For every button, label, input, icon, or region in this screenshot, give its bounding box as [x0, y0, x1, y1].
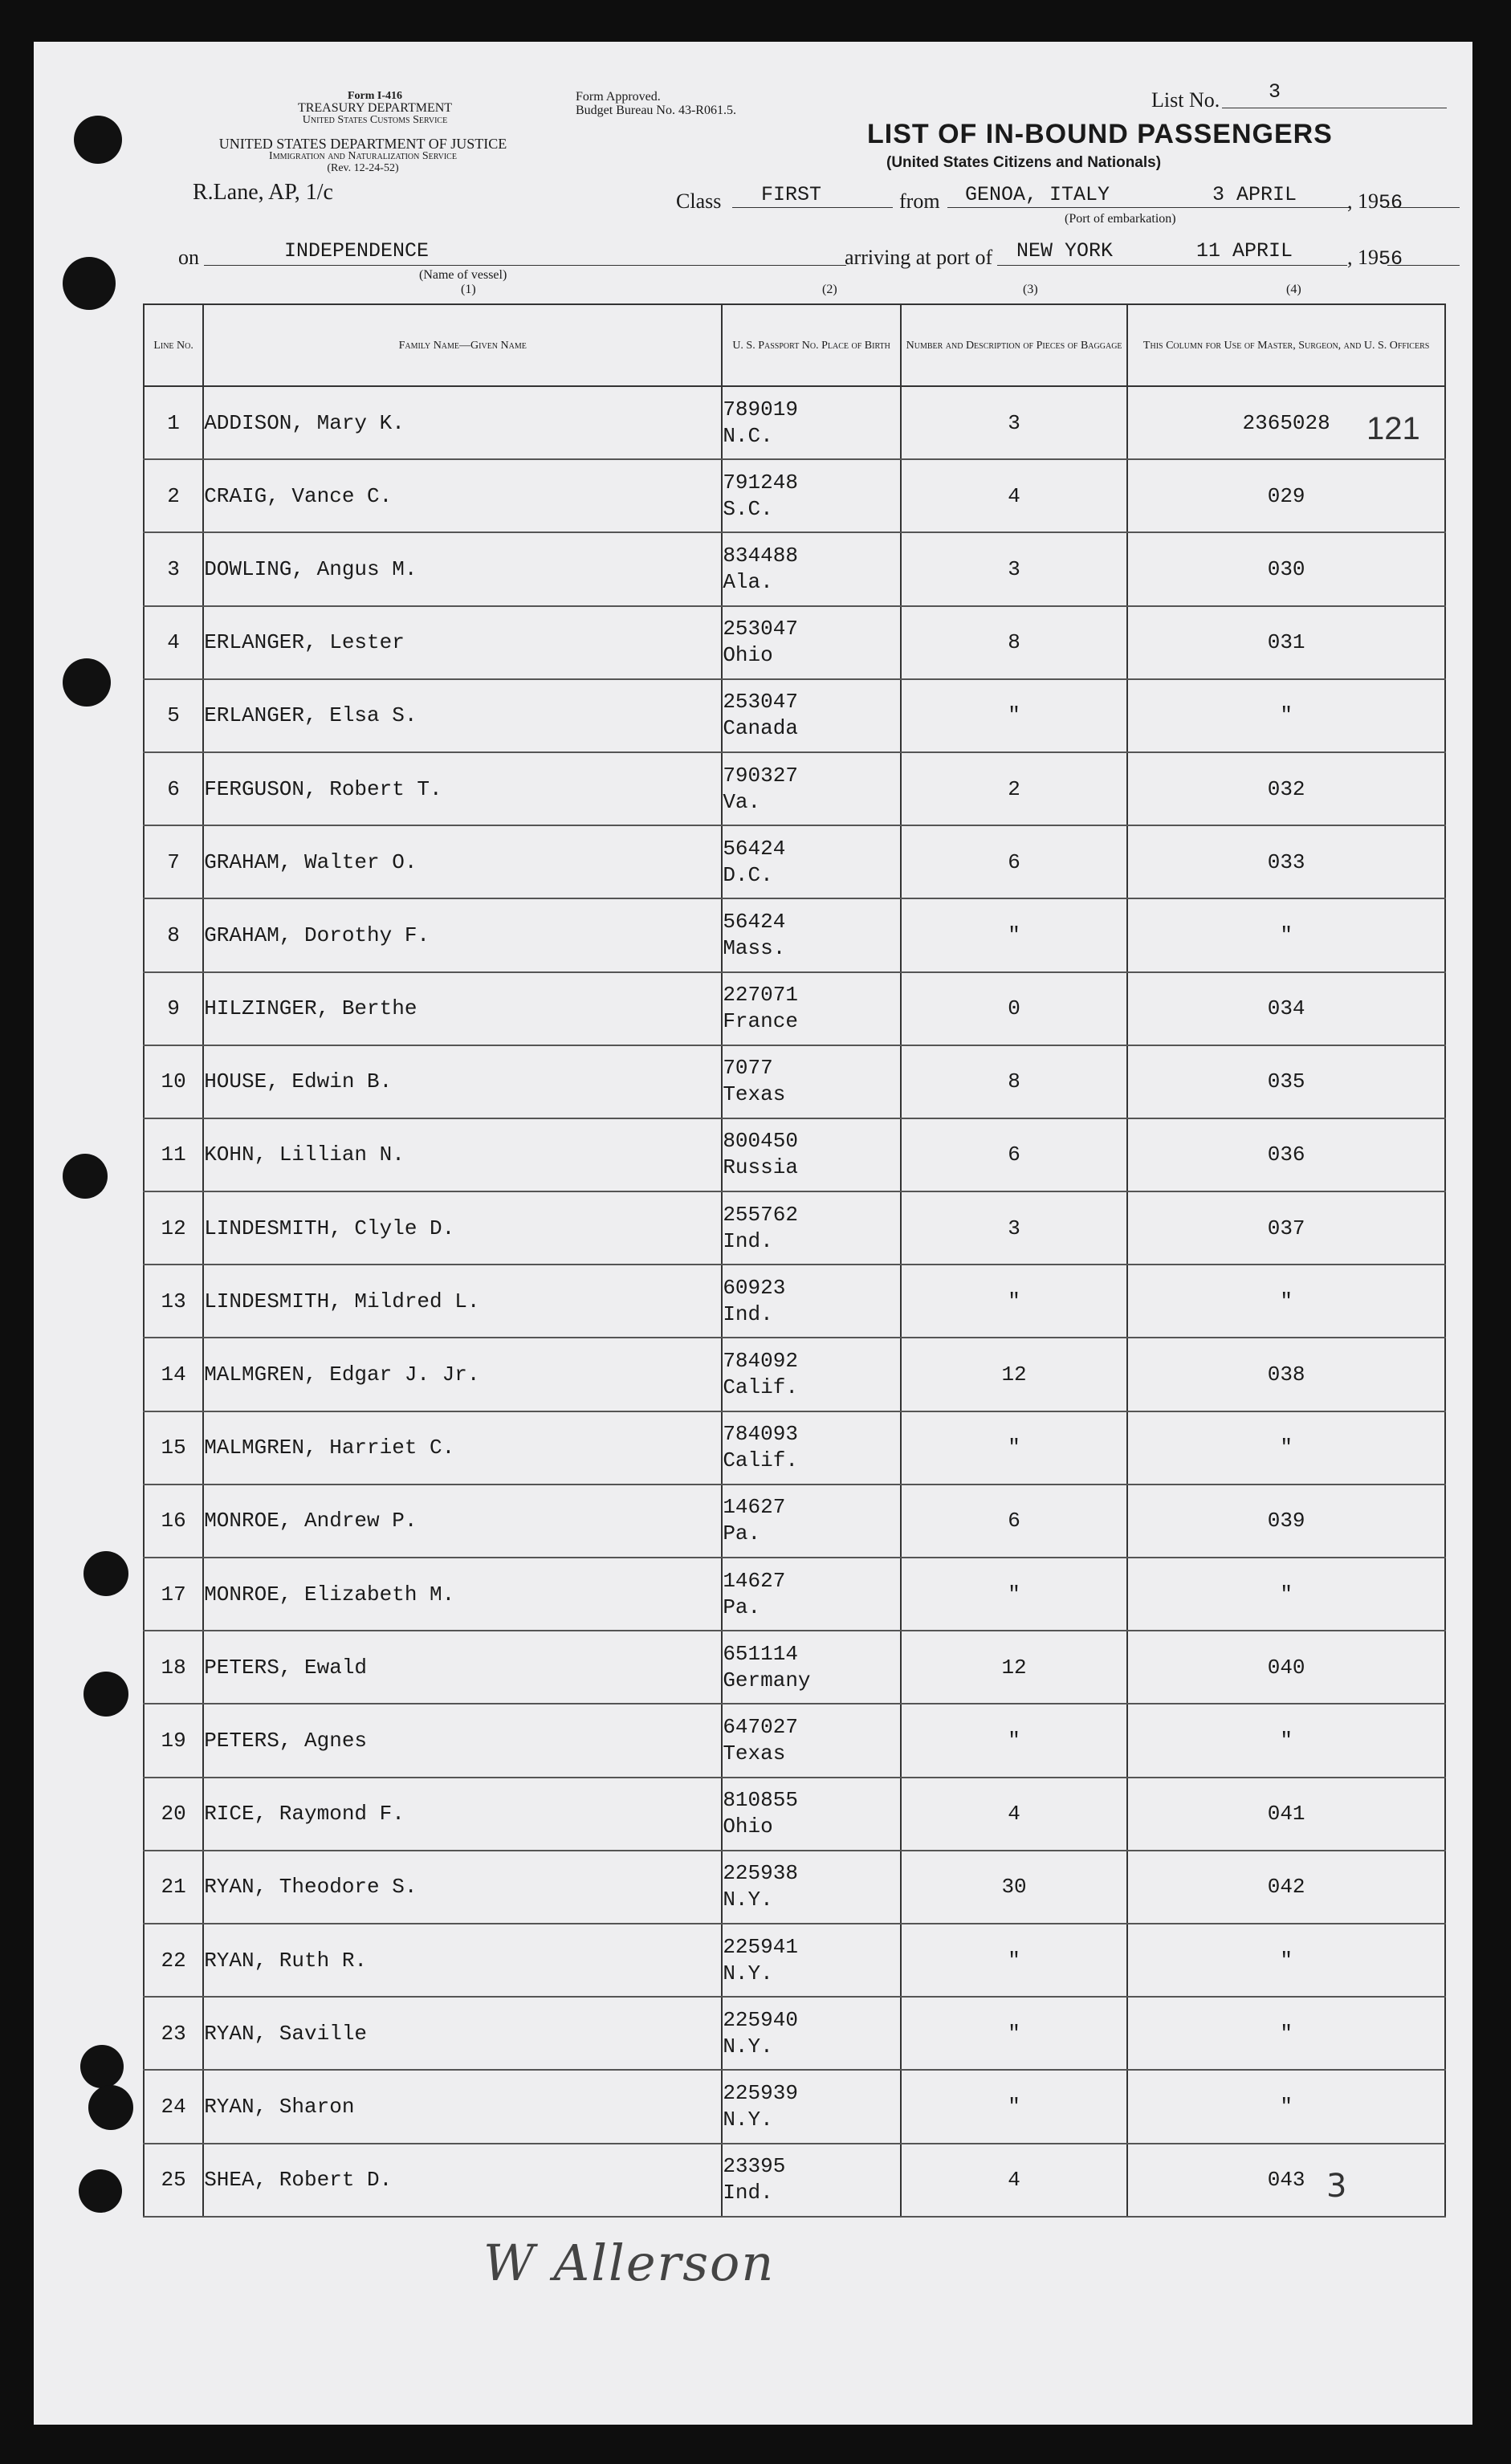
- baggage-cell: 6: [901, 1118, 1127, 1191]
- officer-use-cell: 035: [1127, 1045, 1445, 1118]
- from-label: from: [899, 189, 940, 213]
- vessel-name: INDEPENDENCE: [284, 239, 430, 263]
- place-of-birth: N.Y.: [723, 2107, 773, 2132]
- line-number-cell: 18: [144, 1631, 203, 1704]
- binder-hole: [83, 1551, 128, 1596]
- header-passport: U. S. Passport No. Place of Birth: [722, 304, 901, 386]
- baggage-cell: ": [901, 2070, 1127, 2143]
- class-value: FIRST: [761, 183, 822, 206]
- passport-number: 14627: [723, 1495, 786, 1520]
- officer-use-cell: 043: [1127, 2144, 1445, 2217]
- passenger-name-cell: SHEA, Robert D.: [203, 2144, 722, 2217]
- baggage-cell: 6: [901, 1485, 1127, 1558]
- passport-number: 255762: [723, 1202, 798, 1227]
- baggage-cell: 2: [901, 752, 1127, 825]
- table-row: [144, 1851, 1445, 1924]
- embark-date: 3 APRIL: [1212, 183, 1297, 206]
- officer-use-cell: 037: [1127, 1191, 1445, 1265]
- passport-number: 14627: [723, 1568, 786, 1593]
- page-title: LIST OF IN-BOUND PASSENGERS: [867, 119, 1333, 149]
- class-label: Class: [676, 189, 722, 213]
- baggage-cell: ": [901, 1265, 1127, 1338]
- margin-note: 3: [1326, 2168, 1347, 2205]
- passport-number: 225939: [723, 2080, 798, 2105]
- passport-number: 23395: [723, 2154, 786, 2179]
- table-row: [144, 1631, 1445, 1704]
- table-row: [144, 898, 1445, 971]
- binder-hole: [80, 2045, 124, 2088]
- line-number-cell: 8: [144, 898, 203, 971]
- passport-cell: [722, 1924, 901, 1997]
- officer-name: R.Lane, AP, 1/c: [193, 180, 333, 205]
- officer-use-cell: 030: [1127, 532, 1445, 605]
- passport-cell: [722, 898, 901, 971]
- officer-use-cell: 039: [1127, 1485, 1445, 1558]
- officer-use-cell: ": [1127, 1265, 1445, 1338]
- place-of-birth: Va.: [723, 789, 761, 814]
- line-number-cell: 4: [144, 606, 203, 679]
- place-of-birth: N.C.: [723, 423, 773, 448]
- binder-hole: [88, 2085, 133, 2130]
- binder-hole: [74, 116, 122, 164]
- passport-cell: [722, 606, 901, 679]
- place-of-birth: Germany: [723, 1668, 811, 1692]
- passport-number: 253047: [723, 617, 798, 641]
- place-of-birth: Pa.: [723, 1521, 761, 1546]
- place-of-birth: Mass.: [723, 935, 786, 960]
- passport-cell: [722, 1265, 901, 1338]
- passenger-name-cell: ERLANGER, Lester: [203, 606, 722, 679]
- baggage-cell: 3: [901, 386, 1127, 459]
- passport-number: 7077: [723, 1056, 773, 1081]
- officer-use-cell: ": [1127, 1558, 1445, 1631]
- passenger-name-cell: LINDESMITH, Mildred L.: [203, 1265, 722, 1338]
- passenger-name-cell: RICE, Raymond F.: [203, 1778, 722, 1851]
- passport-cell: [722, 1631, 901, 1704]
- embark-year-suffix: 56: [1379, 191, 1403, 214]
- baggage-cell: 12: [901, 1338, 1127, 1411]
- passenger-name-cell: ERLANGER, Elsa S.: [203, 679, 722, 752]
- line-number-cell: 25: [144, 2144, 203, 2217]
- place-of-birth: Calif.: [723, 1448, 798, 1473]
- port-of-embarkation: GENOA, ITALY: [965, 183, 1110, 206]
- passport-number: 647027: [723, 1714, 798, 1739]
- passenger-name-cell: CRAIG, Vance C.: [203, 459, 722, 532]
- passenger-name-cell: RYAN, Saville: [203, 1997, 722, 2070]
- place-of-birth: Ohio: [723, 643, 773, 668]
- officer-use-cell: 034: [1127, 972, 1445, 1045]
- passport-cell: [722, 679, 901, 752]
- baggage-cell: ": [901, 679, 1127, 752]
- place-of-birth: N.Y.: [723, 1888, 773, 1912]
- justice-dept: UNITED STATES DEPARTMENT OF JUSTICE: [218, 136, 507, 152]
- baggage-cell: 6: [901, 825, 1127, 898]
- line-number-cell: 3: [144, 532, 203, 605]
- table-row: [144, 752, 1445, 825]
- passenger-name-cell: PETERS, Ewald: [203, 1631, 722, 1704]
- binder-hole: [79, 2169, 122, 2213]
- passport-number: 225941: [723, 1934, 798, 1959]
- signature: W Allerson: [483, 2234, 776, 2292]
- place-of-birth: Calif.: [723, 1375, 798, 1400]
- line-number-cell: 22: [144, 1924, 203, 1997]
- passport-number: 800450: [723, 1129, 798, 1154]
- passport-number: 60923: [723, 1275, 786, 1300]
- table-row: [144, 2144, 1445, 2217]
- passport-cell: [722, 2070, 901, 2143]
- table-row: [144, 1485, 1445, 1558]
- officer-use-cell: 042: [1127, 1851, 1445, 1924]
- passport-number: 56424: [723, 909, 786, 934]
- passenger-name-cell: PETERS, Agnes: [203, 1704, 722, 1777]
- baggage-cell: ": [901, 1704, 1127, 1777]
- passport-number: 56424: [723, 836, 786, 861]
- approval-line-2: Budget Bureau No. 43-R061.5.: [576, 104, 736, 117]
- line-number-cell: 13: [144, 1265, 203, 1338]
- passport-cell: [722, 1558, 901, 1631]
- place-of-birth: Texas: [723, 1741, 786, 1766]
- line-number-cell: 6: [144, 752, 203, 825]
- header-name: Family Name—Given Name: [203, 304, 722, 386]
- passport-number: 784092: [723, 1349, 798, 1374]
- passport-number: 791248: [723, 470, 798, 495]
- officer-use-cell: ": [1127, 1924, 1445, 1997]
- passport-cell: [722, 1704, 901, 1777]
- passport-number: 225938: [723, 1861, 798, 1886]
- passenger-name-cell: RYAN, Theodore S.: [203, 1851, 722, 1924]
- col-number-4: (4): [1286, 283, 1301, 296]
- baggage-cell: 4: [901, 1778, 1127, 1851]
- officer-use-cell: ": [1127, 898, 1445, 971]
- table-row: [144, 532, 1445, 605]
- passport-cell: [722, 1851, 901, 1924]
- line-number-cell: 12: [144, 1191, 203, 1265]
- place-of-birth: Texas: [723, 1082, 786, 1107]
- passport-number: 834488: [723, 543, 798, 568]
- table-header-row: [144, 304, 1445, 386]
- form-number: Form I-416: [347, 90, 403, 102]
- table-row: [144, 1411, 1445, 1485]
- passenger-name-cell: DOWLING, Angus M.: [203, 532, 722, 605]
- table-row: [144, 606, 1445, 679]
- page-subtitle: (United States Citizens and Nationals): [886, 154, 1162, 171]
- place-of-birth: N.Y.: [723, 1961, 773, 1985]
- table-row: [144, 1265, 1445, 1338]
- baggage-cell: 8: [901, 606, 1127, 679]
- passenger-name-cell: MALMGREN, Edgar J. Jr.: [203, 1338, 722, 1411]
- baggage-cell: 4: [901, 459, 1127, 532]
- port-embark-caption: (Port of embarkation): [1065, 212, 1176, 226]
- line-number-cell: 20: [144, 1778, 203, 1851]
- binder-hole: [63, 658, 111, 707]
- table-row: [144, 1118, 1445, 1191]
- passenger-name-cell: KOHN, Lillian N.: [203, 1118, 722, 1191]
- passport-cell: [722, 1485, 901, 1558]
- table-row: [144, 972, 1445, 1045]
- place-of-birth: Ind.: [723, 1301, 773, 1326]
- passenger-name-cell: GRAHAM, Dorothy F.: [203, 898, 722, 971]
- arrival-date: 11 APRIL: [1196, 239, 1293, 263]
- passport-number: 225940: [723, 2007, 798, 2032]
- line-number-cell: 10: [144, 1045, 203, 1118]
- passenger-name-cell: GRAHAM, Walter O.: [203, 825, 722, 898]
- officer-use-cell: 033: [1127, 825, 1445, 898]
- place-of-birth: Ohio: [723, 1814, 773, 1839]
- line-number-cell: 24: [144, 2070, 203, 2143]
- list-no-label: List No.: [1151, 88, 1220, 112]
- baggage-cell: 3: [901, 1191, 1127, 1265]
- table-row: [144, 1704, 1445, 1777]
- line-number-cell: 1: [144, 386, 203, 459]
- table-row: [144, 679, 1445, 752]
- passport-cell: [722, 1997, 901, 2070]
- passenger-name-cell: MONROE, Andrew P.: [203, 1485, 722, 1558]
- list-no-value: 3: [1269, 80, 1281, 104]
- baggage-cell: 30: [901, 1851, 1127, 1924]
- vessel-caption: (Name of vessel): [419, 268, 507, 282]
- passport-cell: [722, 825, 901, 898]
- place-of-birth: Ind.: [723, 1228, 773, 1253]
- passenger-name-cell: RYAN, Sharon: [203, 2070, 722, 2143]
- passport-number: 784093: [723, 1422, 798, 1447]
- header-baggage: Number and Description of Pieces of Baggage: [901, 304, 1127, 386]
- place-of-birth: D.C.: [723, 862, 773, 887]
- baggage-cell: 8: [901, 1045, 1127, 1118]
- officer-use-cell: 031: [1127, 606, 1445, 679]
- passenger-name-cell: HOUSE, Edwin B.: [203, 1045, 722, 1118]
- passport-cell: [722, 386, 901, 459]
- baggage-cell: ": [901, 898, 1127, 971]
- passenger-table: [143, 303, 1446, 2218]
- line-number-cell: 2: [144, 459, 203, 532]
- col-number-1: (1): [461, 283, 476, 296]
- arrival-year-suffix: 56: [1379, 247, 1403, 271]
- arrival-port: NEW YORK: [1016, 239, 1114, 263]
- line-number-cell: 23: [144, 1997, 203, 2070]
- officer-use-cell: ": [1127, 1704, 1445, 1777]
- passenger-name-cell: ADDISON, Mary K.: [203, 386, 722, 459]
- approval-line-1: Form Approved.: [576, 90, 661, 104]
- passport-cell: [722, 1191, 901, 1265]
- line-number-cell: 7: [144, 825, 203, 898]
- passenger-name-cell: RYAN, Ruth R.: [203, 1924, 722, 1997]
- passport-cell: [722, 2144, 901, 2217]
- line-number-cell: 17: [144, 1558, 203, 1631]
- table-row: [144, 386, 1445, 459]
- passport-cell: [722, 752, 901, 825]
- arriving-label: arriving at port of: [845, 246, 993, 269]
- immigration-service: Immigration and Naturalization Service: [269, 150, 457, 162]
- passenger-name-cell: HILZINGER, Berthe: [203, 972, 722, 1045]
- baggage-cell: ": [901, 1997, 1127, 2070]
- passport-cell: [722, 1118, 901, 1191]
- header-line-no: Line No.: [144, 304, 203, 386]
- officer-use-cell: 029: [1127, 459, 1445, 532]
- officer-use-cell: ": [1127, 679, 1445, 752]
- passenger-name-cell: FERGUSON, Robert T.: [203, 752, 722, 825]
- baggage-cell: 3: [901, 532, 1127, 605]
- revision-date: (Rev. 12-24-52): [327, 162, 399, 174]
- table-row: [144, 1338, 1445, 1411]
- treasury-dept: TREASURY DEPARTMENT: [297, 101, 453, 115]
- table-row: [144, 1191, 1445, 1265]
- passport-number: 227071: [723, 983, 798, 1008]
- place-of-birth: Russia: [723, 1155, 798, 1180]
- place-of-birth: Canada: [723, 716, 798, 741]
- place-of-birth: N.Y.: [723, 2034, 773, 2059]
- binder-hole: [83, 1672, 128, 1717]
- passenger-name-cell: MALMGREN, Harriet C.: [203, 1411, 722, 1485]
- officer-use-cell: 038: [1127, 1338, 1445, 1411]
- table-row: [144, 2070, 1445, 2143]
- passport-number: 789019: [723, 397, 798, 422]
- line-number-cell: 5: [144, 679, 203, 752]
- line-number-cell: 15: [144, 1411, 203, 1485]
- table-row: [144, 1558, 1445, 1631]
- embark-year-prefix: , 19: [1347, 189, 1379, 213]
- on-label: on: [178, 246, 199, 269]
- passport-cell: [722, 1045, 901, 1118]
- passport-cell: [722, 1778, 901, 1851]
- passenger-name-cell: MONROE, Elizabeth M.: [203, 1558, 722, 1631]
- baggage-cell: ": [901, 1558, 1127, 1631]
- passport-cell: [722, 1411, 901, 1485]
- passport-number: 810855: [723, 1788, 798, 1813]
- officer-use-cell: ": [1127, 2070, 1445, 2143]
- place-of-birth: Pa.: [723, 1594, 761, 1619]
- place-of-birth: Ala.: [723, 569, 773, 594]
- officer-use-cell: 041: [1127, 1778, 1445, 1851]
- baggage-cell: 4: [901, 2144, 1127, 2217]
- place-of-birth: S.C.: [723, 496, 773, 521]
- table-row: [144, 1778, 1445, 1851]
- passport-cell: [722, 532, 901, 605]
- passport-number: 253047: [723, 690, 798, 715]
- passport-cell: [722, 459, 901, 532]
- table-row: [144, 459, 1445, 532]
- table-row: [144, 1924, 1445, 1997]
- passport-number: 651114: [723, 1641, 798, 1666]
- baggage-cell: 12: [901, 1631, 1127, 1704]
- passport-number: 790327: [723, 763, 798, 788]
- officer-use-cell: 036: [1127, 1118, 1445, 1191]
- officer-use-cell: ": [1127, 1997, 1445, 2070]
- col-number-2: (2): [822, 283, 837, 296]
- col-number-3: (3): [1023, 283, 1038, 296]
- passenger-name-cell: LINDESMITH, Clyle D.: [203, 1191, 722, 1265]
- officer-use-cell: ": [1127, 1411, 1445, 1485]
- passport-cell: [722, 972, 901, 1045]
- line-number-cell: 16: [144, 1485, 203, 1558]
- header-officers: This Column for Use of Master, Surgeon, and U. S. Officers: [1127, 304, 1445, 386]
- table-row: [144, 1045, 1445, 1118]
- binder-hole: [63, 1154, 108, 1199]
- customs-service: United States Customs Service: [302, 114, 448, 126]
- table-row: [144, 825, 1445, 898]
- line-number-cell: 21: [144, 1851, 203, 1924]
- line-number-cell: 14: [144, 1338, 203, 1411]
- line-number-cell: 11: [144, 1118, 203, 1191]
- binder-hole: [63, 257, 116, 310]
- officer-use-cell: 2365028: [1127, 386, 1445, 459]
- baggage-cell: 0: [901, 972, 1127, 1045]
- passport-cell: [722, 1338, 901, 1411]
- line-number-cell: 9: [144, 972, 203, 1045]
- place-of-birth: Ind.: [723, 2181, 773, 2205]
- line-number-cell: 19: [144, 1704, 203, 1777]
- page-number: 121: [1366, 411, 1420, 446]
- baggage-cell: ": [901, 1924, 1127, 1997]
- place-of-birth: France: [723, 1009, 798, 1034]
- officer-use-cell: 040: [1127, 1631, 1445, 1704]
- table-row: [144, 1997, 1445, 2070]
- officer-use-cell: 032: [1127, 752, 1445, 825]
- arrival-year-prefix: , 19: [1347, 246, 1379, 269]
- baggage-cell: ": [901, 1411, 1127, 1485]
